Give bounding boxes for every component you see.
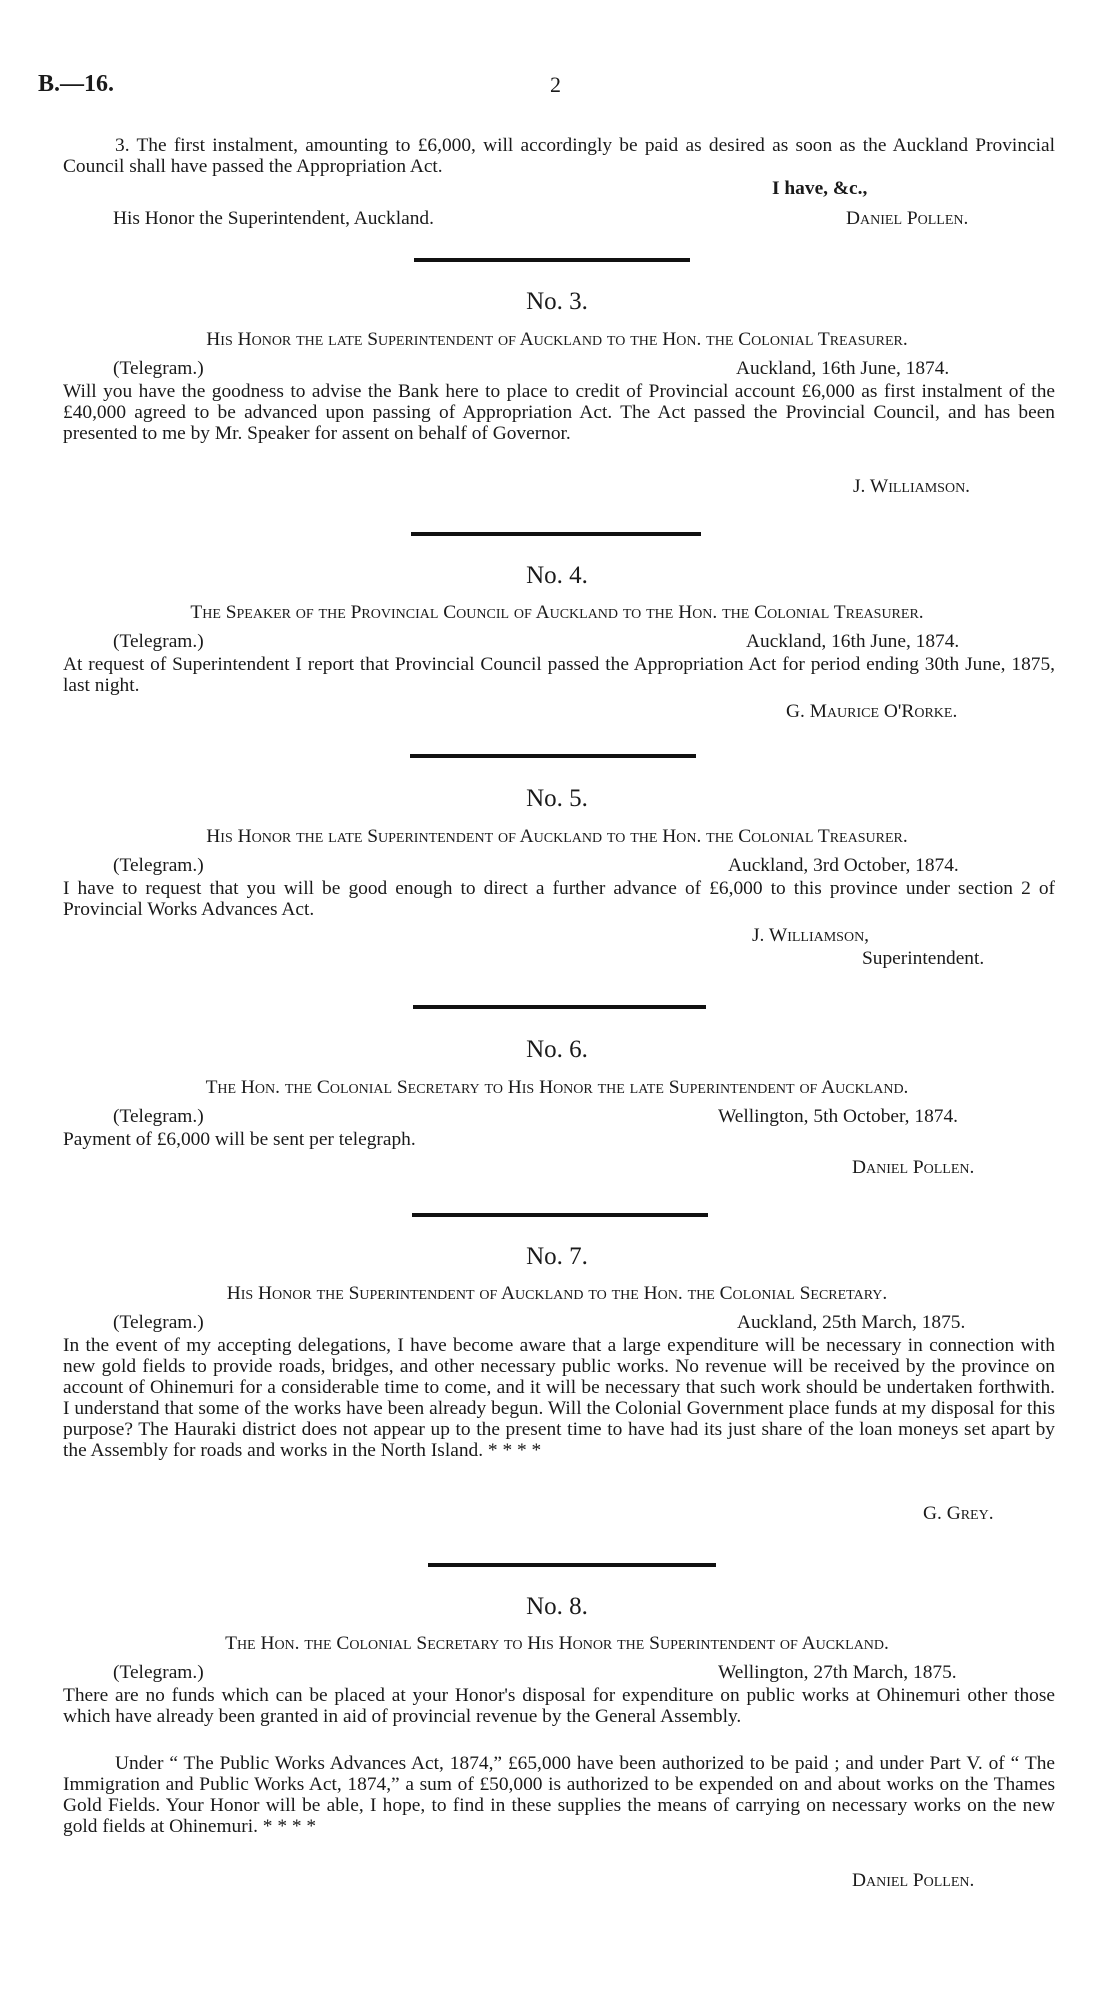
letter-heading: No. 6. (526, 1036, 588, 1063)
intro-paragraph: 3. The first instalment, amounting to £6,000, will accordingly be paid as desired as soon as the Auckland Provincial Council shall have passed the Appropriation Act. (63, 135, 1055, 177)
letter-type: (Telegram.) (113, 1312, 204, 1333)
letter-signature: G. Maurice O'Rorke. (786, 701, 958, 722)
letter-body: In the event of my accepting delegations, I have become aware that a large expenditure will be necessary in connection with new gold fields to provide roads, bridges, and other necessary public works. No revenue will be received by the province on account of Ohinemuri for a considerable time to come, and it will be necessary that such work should be undertaken forthwith. I understand that some of the works have been already begun. Will the Colonial Government place funds at my disposal for this purpose? The Hauraki district does not appear up to the present time to have had its just share of the loan moneys set apart by the Assembly for roads and works in the North Island. * * * * (63, 1335, 1055, 1461)
page-number: 2 (550, 72, 561, 97)
letter-signature: G. Grey. (923, 1503, 994, 1524)
letter-heading: No. 7. (526, 1243, 588, 1270)
separator-rule (428, 1563, 716, 1567)
letter-type: (Telegram.) (113, 1106, 204, 1127)
separator-rule (414, 258, 690, 262)
letter-body: There are no funds which can be placed at your Honor's disposal for expenditure on public works at Ohinemuri other those which have already been granted in aid of provincial revenue by the General Assembly. (63, 1685, 1055, 1727)
separator-rule (410, 754, 696, 758)
intro-addressee: His Honor the Superintendent, Auckland. (113, 208, 434, 229)
letter-type: (Telegram.) (113, 855, 204, 876)
letter-body: Under “ The Public Works Advances Act, 1874,” £65,000 have been authorized to be paid ; and under Part V. of “ The Immigration and Public Works Act, 1874,” a sum of £50,000 is authorized to be expended on and about works on the Thames Gold Fields. Your Honor will be able, I hope, to find in these supplies the means of carrying on necessary works on the new gold fields at Ohinemuri. * * * * (63, 1753, 1055, 1837)
letter-body: Payment of £6,000 will be sent per telegraph. (63, 1129, 416, 1150)
letter-heading: No. 3. (526, 288, 588, 315)
letter-place-date: Auckland, 3rd October, 1874. (728, 855, 959, 876)
letter-signature: J. Williamson, (752, 925, 870, 946)
letter-body: At request of Superintendent I report that Provincial Council passed the Appropriation Act for period ending 30th June, 1875, last night. (63, 654, 1055, 696)
letter-from-to: His Honor the late Superintendent of Auckland to the Hon. the Colonial Treasurer. (206, 826, 908, 847)
letter-from-to: The Hon. the Colonial Secretary to His Honor the late Superintendent of Auckland. (205, 1077, 909, 1098)
letter-body: Will you have the goodness to advise the Bank here to place to credit of Provincial account £6,000 as first instalment of the £40,000 agreed to be advanced upon passing of Appropriation Act. The Act passed the Provincial Council, and has been presented to me by Mr. Speaker for assent on behalf of Governor. (63, 381, 1055, 444)
letter-heading: No. 8. (526, 1593, 588, 1620)
letter-signature: Daniel Pollen. (852, 1157, 975, 1178)
letter-type: (Telegram.) (113, 1662, 204, 1683)
letter-from-to: The Hon. the Colonial Secretary to His Honor the Superintendent of Auckland. (225, 1633, 889, 1654)
letter-body: I have to request that you will be good enough to direct a further advance of £6,000 to this province under section 2 of Provincial Works Advances Act. (63, 878, 1055, 920)
letter-signature-title: Superintendent. (862, 948, 985, 969)
intro-closing: I have, &c., (772, 178, 868, 199)
letter-place-date: Auckland, 16th June, 1874. (736, 358, 950, 379)
letter-heading: No. 5. (526, 785, 588, 812)
document-reference: B.—16. (38, 71, 115, 97)
separator-rule (412, 1213, 708, 1217)
letter-type: (Telegram.) (113, 631, 204, 652)
letter-from-to: His Honor the Superintendent of Auckland to the Hon. the Colonial Secretary. (226, 1283, 888, 1304)
letter-signature: Daniel Pollen. (852, 1870, 975, 1891)
letter-place-date: Wellington, 5th October, 1874. (718, 1106, 959, 1127)
letter-from-to: His Honor the late Superintendent of Auckland to the Hon. the Colonial Treasurer. (206, 329, 908, 350)
letter-place-date: Wellington, 27th March, 1875. (718, 1662, 957, 1683)
letter-from-to: The Speaker of the Provincial Council of Auckland to the Hon. the Colonial Treasurer. (190, 602, 924, 623)
intro-signature: Daniel Pollen. (846, 208, 969, 229)
separator-rule (411, 532, 701, 536)
letter-place-date: Auckland, 16th June, 1874. (746, 631, 960, 652)
letter-place-date: Auckland, 25th March, 1875. (737, 1312, 966, 1333)
separator-rule (413, 1005, 706, 1009)
letter-signature: J. Williamson. (853, 476, 971, 497)
letter-type: (Telegram.) (113, 358, 204, 379)
letter-heading: No. 4. (526, 562, 588, 589)
